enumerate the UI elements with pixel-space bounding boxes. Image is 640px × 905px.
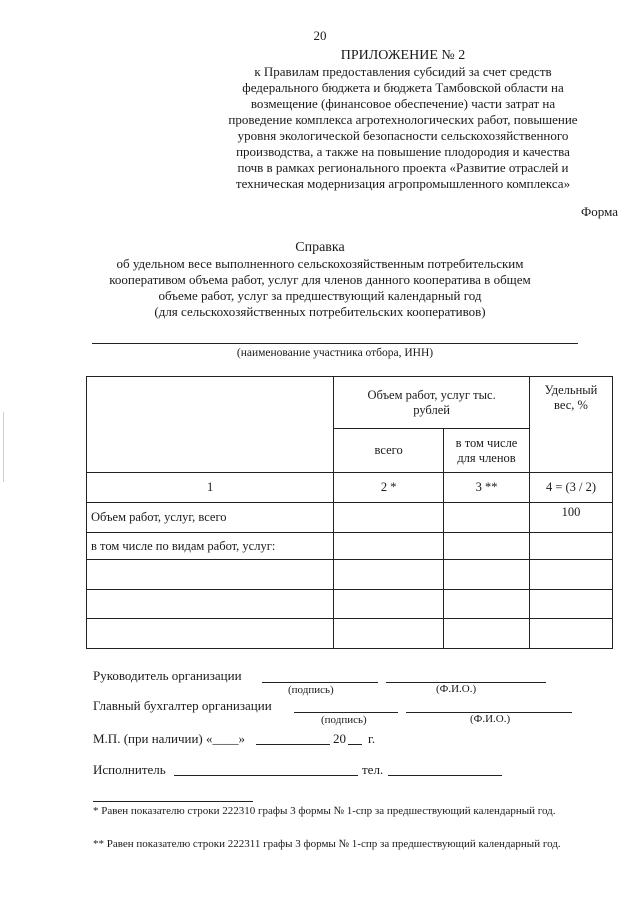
head-signature-caption: (подпись) — [288, 684, 334, 696]
participant-field-line[interactable] — [92, 343, 578, 344]
row-label: в том числе по видам работ, услуг: — [87, 533, 334, 560]
cell-total[interactable] — [334, 590, 444, 619]
cell-share[interactable] — [530, 560, 613, 590]
table-row — [87, 503, 613, 533]
date-month-line[interactable] — [256, 744, 330, 745]
stamp-label: М.П. (при наличии) «____» — [93, 731, 246, 746]
accountant-label: Главный бухгалтер организации — [93, 698, 272, 713]
participant-caption: (наименование участника отбора, ИНН) — [236, 347, 434, 359]
executor-line[interactable] — [174, 775, 358, 776]
cell-members[interactable] — [444, 619, 530, 649]
table-row — [87, 619, 613, 649]
year-prefix: 20 — [333, 731, 346, 746]
cell-share[interactable]: 100 — [530, 503, 613, 533]
certificate-line: кооперативом объема работ, услуг для членов данного кооператива в общем — [109, 272, 531, 287]
row-label[interactable] — [87, 560, 334, 590]
appendix-line: к Правилам предоставления субсидий за счет средств — [254, 64, 552, 79]
executor-label: Исполнитель — [93, 762, 166, 777]
row-label[interactable] — [87, 590, 334, 619]
column-number: 4 = (3 / 2) — [530, 473, 613, 503]
appendix-line: техническая модернизация агропромышленного комплекса» — [235, 176, 571, 191]
form-label: Форма — [581, 204, 618, 219]
table-row — [87, 560, 613, 590]
header-share — [530, 377, 613, 473]
appendix-block — [180, 48, 626, 192]
certificate-line: (для сельскохозяйственных потребительских кооперативов) — [154, 304, 486, 319]
year-suffix: г. — [368, 731, 376, 746]
accountant-signature-caption: (подпись) — [321, 714, 367, 726]
phone-line[interactable] — [388, 775, 502, 776]
appendix-line: производства, а также на повышение плодородия и качества — [236, 144, 570, 159]
cell-total[interactable] — [334, 560, 444, 590]
cell-members[interactable] — [444, 503, 530, 533]
header-volume-text: Объем работ, услуг тыс. рублей — [367, 387, 496, 417]
header-share-text: Удельный вес, % — [544, 383, 598, 412]
cell-members[interactable] — [444, 560, 530, 590]
cell-total[interactable] — [334, 503, 444, 533]
head-signature-line[interactable] — [262, 682, 378, 683]
header-total: всего — [334, 429, 444, 473]
margin-mark — [3, 412, 4, 482]
footnote-separator — [93, 801, 253, 802]
cell-share[interactable] — [530, 590, 613, 619]
head-name-caption: (Ф.И.О.) — [436, 683, 477, 695]
footnote-1: * Равен показателю строки 222310 графы 3 формы № 1-спр за предшествующий календарный год. — [93, 805, 556, 817]
cell-share[interactable] — [530, 533, 613, 560]
header-volume — [334, 377, 530, 429]
table-row — [87, 533, 613, 560]
column-number: 2 * — [334, 473, 444, 503]
appendix-title: ПРИЛОЖЕНИЕ № 2 — [340, 48, 466, 63]
cell-total[interactable] — [334, 619, 444, 649]
volume-table — [86, 376, 613, 649]
head-label: Руководитель организации — [93, 668, 242, 683]
column-number: 1 — [87, 473, 334, 503]
header-members — [444, 429, 530, 473]
certificate-line: объеме работ, услуг за предшествующий календарный год — [158, 288, 482, 303]
date-year-line[interactable] — [348, 744, 362, 745]
appendix-line: федерального бюджета и бюджета Тамбовской области на — [242, 80, 564, 95]
phone-label: тел. — [362, 762, 384, 777]
table-row — [87, 590, 613, 619]
header-members-text: в том числе для членов — [455, 435, 518, 465]
cell-members[interactable] — [444, 590, 530, 619]
appendix-line: уровня экологической безопасности сельскохозяйственного — [237, 128, 569, 143]
accountant-name-caption: (Ф.И.О.) — [470, 713, 511, 725]
row-label: Объем работ, услуг, всего — [87, 503, 334, 533]
cell-share[interactable] — [530, 619, 613, 649]
certificate-title: Справка — [295, 240, 345, 255]
footnote-2: ** Равен показателю строки 222311 графы 3 формы № 1-спр за предшествующий календарный год. — [93, 838, 561, 850]
page-number: 20 — [313, 28, 327, 43]
appendix-line: почв в рамках регионального проекта «Развитие отраслей и — [237, 160, 569, 175]
cell-total[interactable] — [334, 533, 444, 560]
appendix-line: проведение комплекса агротехнологических работ, повышение — [228, 112, 578, 127]
column-number: 3 ** — [444, 473, 530, 503]
appendix-line: возмещение (финансовое обеспечение) части затрат на — [250, 96, 556, 111]
cell-members[interactable] — [444, 533, 530, 560]
header-empty-cell — [87, 377, 334, 473]
certificate-heading — [70, 240, 570, 320]
row-label[interactable] — [87, 619, 334, 649]
accountant-signature-line[interactable] — [294, 712, 398, 713]
certificate-line: об удельном весе выполненного сельскохозяйственным потребительским — [116, 256, 524, 271]
